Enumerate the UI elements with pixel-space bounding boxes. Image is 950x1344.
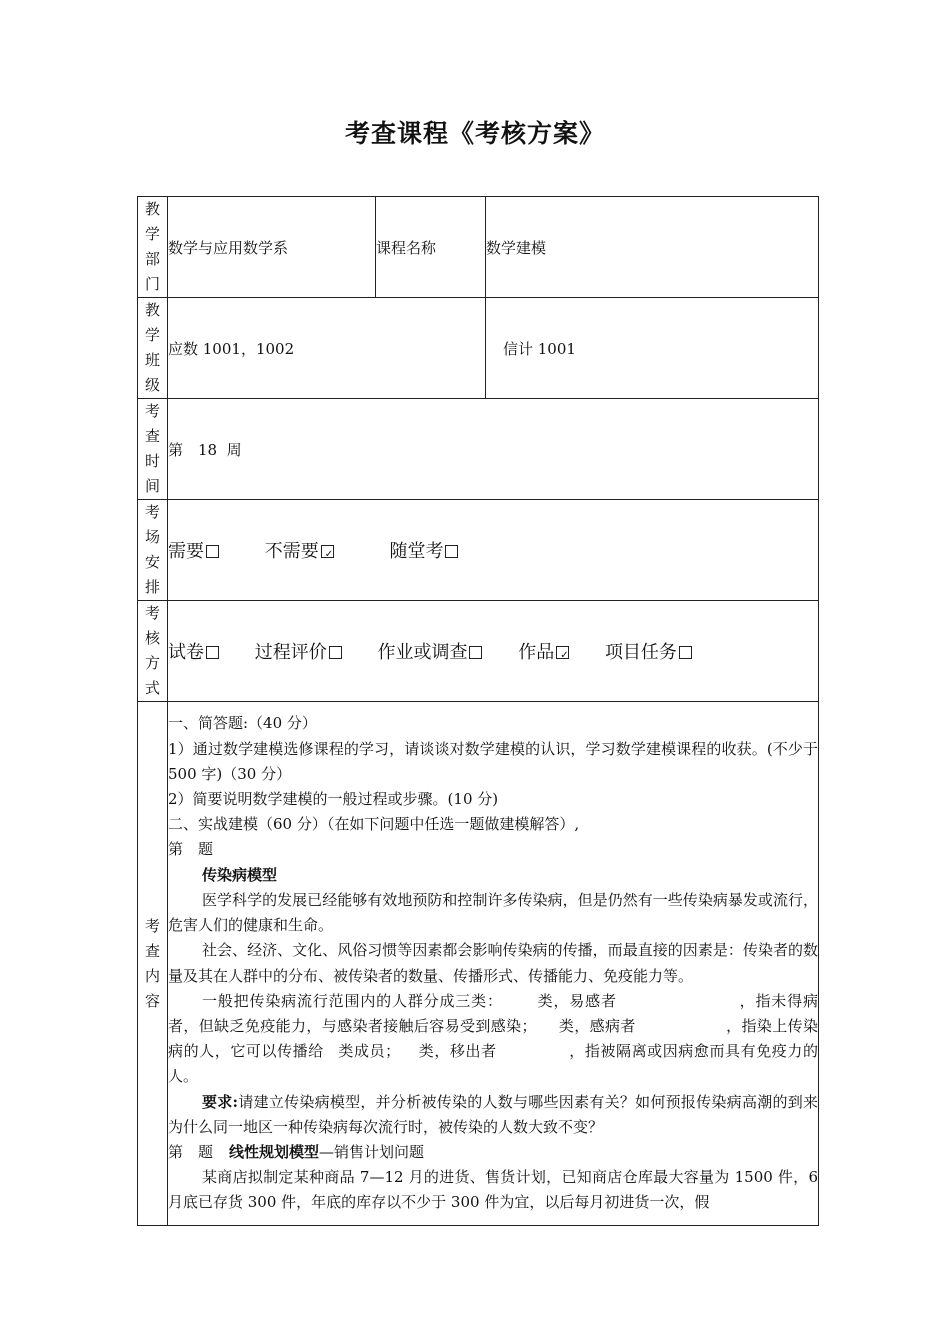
checkbox-process[interactable] [329, 646, 342, 659]
label-method: 考 核 方 式 [138, 601, 168, 702]
epidemic-paragraph-1: 医学科学的发展已经能够有效地预防和控制许多传染病，但是仍然有一些传染病暴发或流行，危害人们的健康和生命。 [168, 890, 818, 935]
problem-title-epidemic: 传染病模型 [202, 865, 278, 884]
checkbox-not-need[interactable] [321, 545, 334, 558]
department-value: 数学与应用数学系 [168, 197, 376, 298]
lp-paragraph-1: 某商店拟制定某种商品 7—12 月的进货、售货计划，已知商店仓库最大容量为 1500 件，6 月底已存货 300 件，年底的库存以不少于 300 件为宜，以后每月初进货一次，假 [168, 1168, 818, 1212]
label-room: 考 场 安 排 [138, 500, 168, 601]
row-time [138, 399, 819, 500]
option-need[interactable]: 需要 [168, 541, 219, 562]
option-work[interactable]: 作品 ✓ [518, 642, 569, 663]
checkbox-need[interactable] [206, 545, 219, 558]
class-value-2: 信计 1001 [486, 298, 819, 399]
epidemic-paragraph-3: 一般把传染病流行范围内的人群分成三类： 类，易感者 ，指未得病者，但缺乏免疫能力，与感染者接触后容易受到感染； 类，感病者 ，指染上传染病的人，它可以传播给 类成员； 类，移出者 ，指被隔离或因病愈而具有免疫力的人。 [168, 991, 818, 1086]
section-short-answer: 一、简答题:（40 分） [168, 714, 317, 733]
room-options [168, 500, 819, 601]
section-modeling: 二、实战建模（60 分）（在如下问题中任选一题做建模解答）, [168, 815, 580, 834]
assessment-table [137, 196, 819, 1226]
course-name-value: 数学建模 [486, 197, 819, 298]
option-paper[interactable]: 试卷 [168, 642, 219, 663]
row-method [138, 601, 819, 702]
course-name-label: 课程名称 [376, 197, 486, 298]
checkbox-homework[interactable] [469, 646, 482, 659]
class-value-1: 应数 1001，1002 [168, 298, 486, 399]
label-class: 教 学 班 级 [138, 298, 168, 399]
page-title: 考查课程《考核方案》 [344, 119, 605, 148]
content-body [168, 702, 819, 1226]
row-department [138, 197, 819, 298]
checkbox-paper[interactable] [206, 646, 219, 659]
checkbox-work[interactable] [556, 646, 569, 659]
problem-number: 第 题 [168, 840, 214, 859]
check-mark-icon: ✓ [324, 549, 334, 560]
option-in-class[interactable]: 随堂考 [389, 541, 458, 562]
label-department: 教 学 部 门 [138, 197, 168, 298]
label-content: 考 查 内 容 [138, 702, 168, 1226]
row-content [138, 702, 819, 1226]
problem-title-lp: 第 题 线性规划模型—销售计划问题 [168, 1142, 425, 1161]
option-homework[interactable]: 作业或调查 [377, 642, 482, 663]
row-room [138, 500, 819, 601]
check-mark-icon: ✓ [560, 650, 569, 661]
method-options [168, 601, 819, 702]
option-process[interactable]: 过程评价 [255, 642, 342, 663]
checkbox-in-class[interactable] [445, 545, 458, 558]
epidemic-paragraph-2: 社会、经济、文化、风俗习惯等因素都会影响传染病的传播，而最直接的因素是：传染者的数量及其在人群中的分布、被传染者的数量、传播形式、传播能力、免疫能力等。 [168, 941, 818, 985]
question-1: 1）通过数学建模选修课程的学习，请谈谈对数学建模的认识，学习数学建模课程的收获。(不少于 500 字)（30 分） [168, 739, 818, 783]
checkbox-project[interactable] [679, 646, 692, 659]
epidemic-requirement: 要求:请建立传染病模型，并分析被传染的人数与哪些因素有关？如何预报传染病高潮的到来 为什么同一地区一种传染病每次流行时，被传染的人数大致不变？ [168, 1092, 818, 1136]
option-not-need[interactable]: 不需要 ✓ [264, 541, 334, 562]
label-time: 考 查 时 间 [138, 399, 168, 500]
question-2: 2）简要说明数学建模的一般过程或步骤。(10 分) [168, 790, 499, 809]
row-class [138, 298, 819, 399]
option-project[interactable]: 项目任务 [605, 642, 692, 663]
time-value: 第 18 周 [168, 399, 819, 500]
